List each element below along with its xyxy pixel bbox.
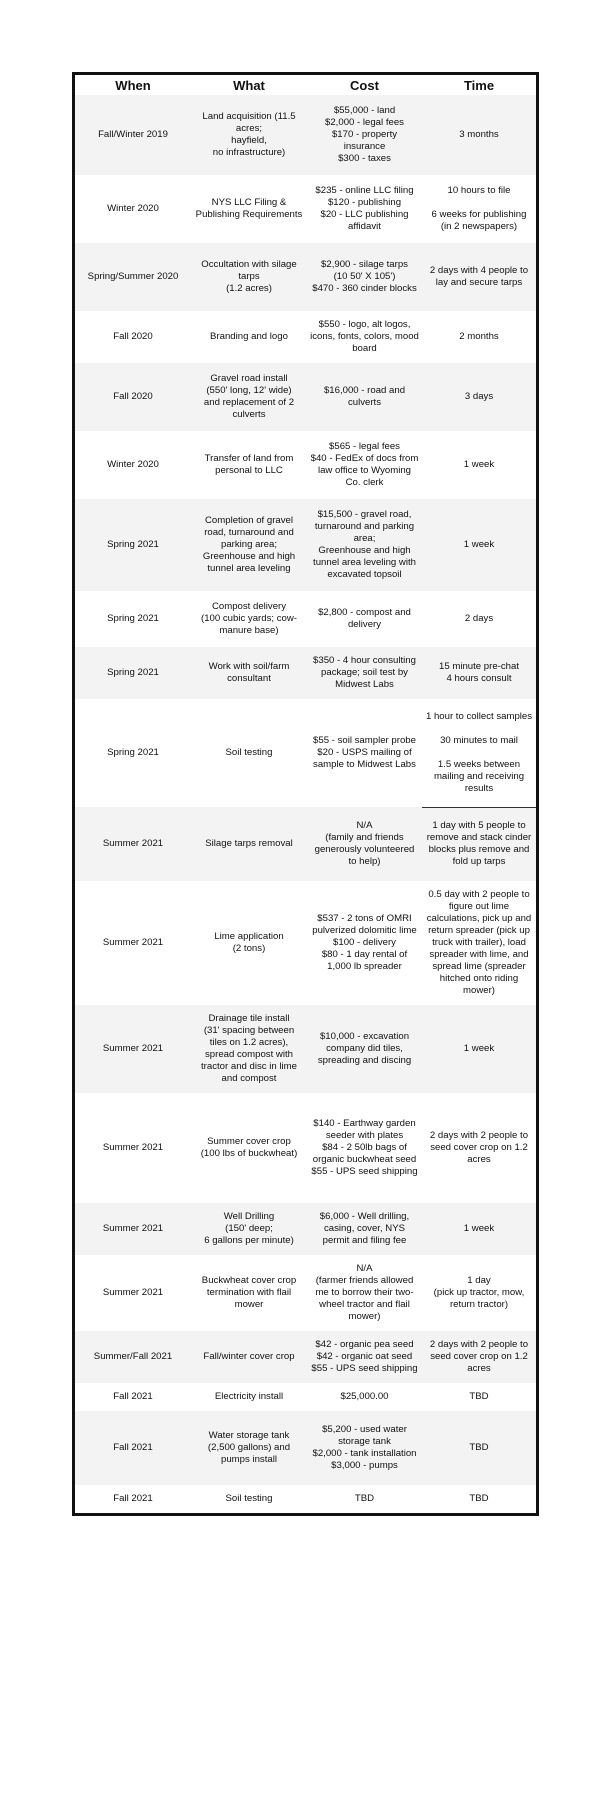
cell-time: 2 months xyxy=(422,311,536,363)
cell-when: Summer 2021 xyxy=(75,1203,191,1255)
cell-what: Work with soil/farm consultant xyxy=(191,647,307,699)
cell-cost: $55 - soil sampler probe $20 - USPS mailing of sample to Midwest Labs xyxy=(307,699,422,807)
table-row xyxy=(75,699,536,807)
cell-when: Spring/Summer 2020 xyxy=(75,243,191,311)
table-row xyxy=(75,881,536,1005)
table-row xyxy=(75,807,536,881)
cell-what: Land acquisition (11.5 acres; hayfield, no infrastructure) xyxy=(191,95,307,175)
cell-time: 0.5 day with 2 people to figure out lime calculations, pick up and return spreader (pick up truck with trailer), load spreader with lime, and spread lime (spreader hitched onto riding mower) xyxy=(422,881,536,1005)
cell-what: Silage tarps removal xyxy=(191,807,307,881)
header-cost: Cost xyxy=(350,78,379,93)
cell-cost: $16,000 - road and culverts xyxy=(307,363,422,431)
cell-time: 10 hours to file 6 weeks for publishing (in 2 newspapers) xyxy=(422,175,536,243)
cell-cost: $140 - Earthway garden seeder with plates $84 - 2 50lb bags of organic buckwheat seed $55 - UPS seed shipping xyxy=(307,1093,422,1203)
header-row xyxy=(75,75,536,95)
header-time: Time xyxy=(463,78,495,93)
cell-time: TBD xyxy=(422,1411,536,1485)
timeline-table-frame xyxy=(72,72,539,1516)
cell-cost: $550 - logo, alt logos, icons, fonts, colors, mood board xyxy=(307,311,422,363)
table-row xyxy=(75,311,536,363)
cell-what: Transfer of land from personal to LLC xyxy=(191,431,307,499)
cell-when: Fall 2021 xyxy=(75,1411,191,1485)
cell-cost: $565 - legal fees $40 - FedEx of docs from law office to Wyoming Co. clerk xyxy=(307,431,422,499)
cell-when: Fall/Winter 2019 xyxy=(75,95,191,175)
cell-time: 1 week xyxy=(422,1005,536,1093)
table-row xyxy=(75,1203,536,1255)
cell-time: 1 day (pick up tractor, mow, return tractor) xyxy=(422,1255,536,1331)
cell-when: Summer 2021 xyxy=(75,1005,191,1093)
cell-when: Summer 2021 xyxy=(75,807,191,881)
cell-when: Spring 2021 xyxy=(75,499,191,591)
cell-cost: $10,000 - excavation company did tiles, spreading and discing xyxy=(307,1005,422,1093)
cell-when: Spring 2021 xyxy=(75,591,191,647)
table-row xyxy=(75,1485,536,1513)
cell-what: Drainage tile install (31' spacing between tiles on 1.2 acres), spread compost with tractor and disc in lime and compost xyxy=(191,1005,307,1093)
cell-what: Compost delivery (100 cubic yards; cow-manure base) xyxy=(191,591,307,647)
timeline-table xyxy=(75,75,536,1513)
header-when: When xyxy=(115,78,151,93)
cell-time: 1 week xyxy=(422,431,536,499)
cell-time: 2 days with 2 people to seed cover crop on 1.2 acres xyxy=(422,1331,536,1383)
cell-cost: $55,000 - land $2,000 - legal fees $170 - property insurance $300 - taxes xyxy=(307,95,422,175)
cell-what: Electricity install xyxy=(191,1383,307,1411)
cell-when: Fall 2021 xyxy=(75,1383,191,1411)
cell-when: Fall 2020 xyxy=(75,311,191,363)
cell-what: Gravel road install (550' long, 12' wide) and replacement of 2 culverts xyxy=(191,363,307,431)
table-row xyxy=(75,1005,536,1093)
cell-cost: N/A (farmer friends allowed me to borrow their two-wheel tractor and flail mower) xyxy=(307,1255,422,1331)
table-row xyxy=(75,363,536,431)
cell-what: Water storage tank (2,500 gallons) and pumps install xyxy=(191,1411,307,1485)
table-row xyxy=(75,591,536,647)
cell-cost: $15,500 - gravel road, turnaround and parking area; Greenhouse and high tunnel area leveling with excavated topsoil xyxy=(307,499,422,591)
cell-cost: $2,800 - compost and delivery xyxy=(307,591,422,647)
cell-when: Fall 2020 xyxy=(75,363,191,431)
table-row xyxy=(75,95,536,175)
cell-time: 2 days with 2 people to seed cover crop on 1.2 acres xyxy=(422,1093,536,1203)
cell-time: TBD xyxy=(422,1383,536,1411)
cell-cost: N/A (family and friends generously volunteered to help) xyxy=(307,807,422,881)
table-body xyxy=(75,95,536,1513)
cell-time: 3 days xyxy=(422,363,536,431)
table-row xyxy=(75,1331,536,1383)
cell-what: Soil testing xyxy=(191,1485,307,1513)
cell-what: Summer cover crop (100 lbs of buckwheat) xyxy=(191,1093,307,1203)
cell-cost: $537 - 2 tons of OMRI pulverized dolomitic lime $100 - delivery $80 - 1 day rental of 1,000 lb spreader xyxy=(307,881,422,1005)
header-what: What xyxy=(233,78,265,93)
cell-cost: $2,900 - silage tarps (10 50' X 105') $470 - 360 cinder blocks xyxy=(307,243,422,311)
table-row xyxy=(75,1093,536,1203)
cell-cost: $42 - organic pea seed $42 - organic oat seed $55 - UPS seed shipping xyxy=(307,1331,422,1383)
table-row xyxy=(75,431,536,499)
cell-what: NYS LLC Filing & Publishing Requirements xyxy=(191,175,307,243)
cell-when: Summer 2021 xyxy=(75,881,191,1005)
cell-when: Spring 2021 xyxy=(75,699,191,807)
table-row xyxy=(75,499,536,591)
cell-time: 1 hour to collect samples 30 minutes to mail 1.5 weeks between mailing and receiving results xyxy=(422,699,536,807)
cell-what: Lime application (2 tons) xyxy=(191,881,307,1005)
table-row xyxy=(75,1411,536,1485)
cell-time: 3 months xyxy=(422,95,536,175)
cell-when: Spring 2021 xyxy=(75,647,191,699)
table-row xyxy=(75,1383,536,1411)
cell-cost: $235 - online LLC filing $120 - publishing $20 - LLC publishing affidavit xyxy=(307,175,422,243)
cell-cost: $6,000 - Well drilling, casing, cover, NYS permit and filing fee xyxy=(307,1203,422,1255)
table-row xyxy=(75,1255,536,1331)
cell-cost: $350 - 4 hour consulting package; soil test by Midwest Labs xyxy=(307,647,422,699)
cell-cost: TBD xyxy=(307,1485,422,1513)
cell-time: 1 week xyxy=(422,499,536,591)
cell-time: 2 days xyxy=(422,591,536,647)
cell-cost: $25,000.00 xyxy=(307,1383,422,1411)
cell-cost: $5,200 - used water storage tank $2,000 - tank installation $3,000 - pumps xyxy=(307,1411,422,1485)
cell-what: Well Drilling (150' deep; 6 gallons per minute) xyxy=(191,1203,307,1255)
cell-what: Soil testing xyxy=(191,699,307,807)
cell-when: Summer 2021 xyxy=(75,1255,191,1331)
cell-what: Buckwheat cover crop termination with flail mower xyxy=(191,1255,307,1331)
cell-when: Winter 2020 xyxy=(75,175,191,243)
cell-when: Fall 2021 xyxy=(75,1485,191,1513)
cell-time: 15 minute pre-chat 4 hours consult xyxy=(422,647,536,699)
cell-what: Branding and logo xyxy=(191,311,307,363)
cell-time: 1 day with 5 people to remove and stack cinder blocks plus remove and fold up tarps xyxy=(422,807,536,881)
cell-when: Winter 2020 xyxy=(75,431,191,499)
table-row xyxy=(75,175,536,243)
cell-when: Summer 2021 xyxy=(75,1093,191,1203)
cell-what: Occultation with silage tarps (1.2 acres) xyxy=(191,243,307,311)
cell-what: Completion of gravel road, turnaround and parking area; Greenhouse and high tunnel area leveling xyxy=(191,499,307,591)
table-row xyxy=(75,243,536,311)
cell-when: Summer/Fall 2021 xyxy=(75,1331,191,1383)
cell-time: 1 week xyxy=(422,1203,536,1255)
cell-what: Fall/winter cover crop xyxy=(191,1331,307,1383)
cell-time: 2 days with 4 people to lay and secure tarps xyxy=(422,243,536,311)
table-row xyxy=(75,647,536,699)
cell-time: TBD xyxy=(422,1485,536,1513)
